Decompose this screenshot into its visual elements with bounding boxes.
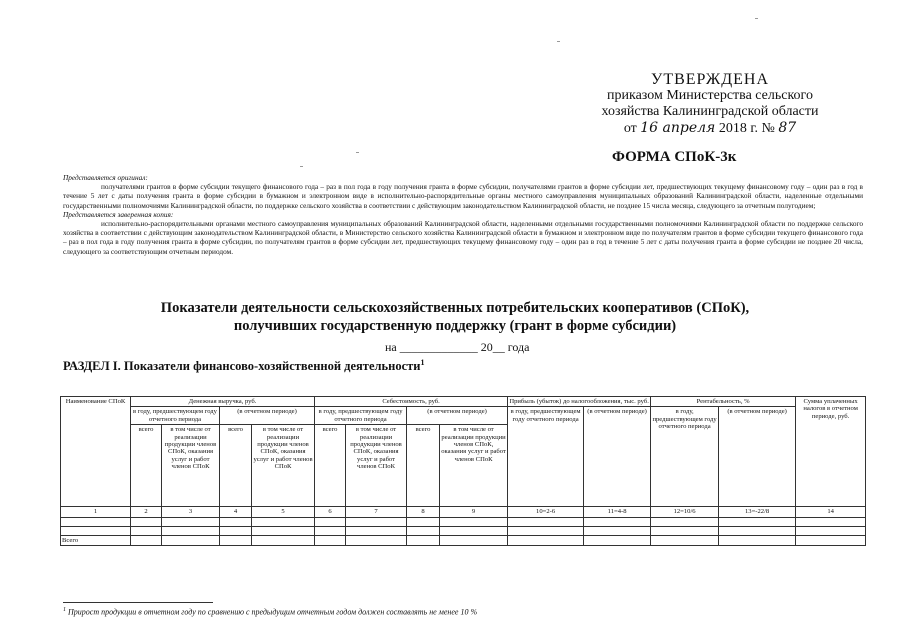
col-profit-header: Прибыль (убыток) до налогообложения, тыс. руб.: [509, 398, 649, 405]
total-header: всего: [131, 425, 162, 507]
intro-text: [63, 173, 863, 256]
intro-label-original: Представляется оригинал:: [63, 173, 148, 182]
cost-report: (в отчетном периоде): [407, 407, 508, 425]
table-row: [61, 517, 866, 526]
footnote-divider: [63, 602, 213, 603]
cost-prev-year: в году, предшествующем году отчетного периода: [315, 407, 407, 425]
handwritten-date: 16 апреля: [640, 120, 716, 136]
revenue-prev-year: в году, предшествующем году отчетного периода: [131, 407, 220, 425]
total-header: всего: [220, 425, 252, 507]
col-revenue-header: Денежная выручка, руб.: [131, 397, 315, 407]
col-taxes-header: Сумма уплаченных налогов в отчетном периоде, руб.: [796, 397, 866, 507]
incl-header: в том числе от реализации продукции членов СПоК, оказания услуг и работ членов СПоК: [440, 425, 508, 507]
revenue-report: (в отчетном периоде): [220, 407, 315, 425]
intro-paragraph-1: получателями грантов в форме субсидии текущего финансового года – раз в пол года в году получения гранта в форме субсидии, получателями грантов в форме субсидии лет, предшествующих текущему финансовому году – один раз в год в течение 5 лет с даты получения гранта в форме субсидии в бумажном и электронном виде в исполнительно-распорядительные органы местного самоуправления муниципальных образований Калининградской области, наделенные отдельными государственными полномочиями Калининградской области, по поддержке сельского хозяйства в соответствии с действующим законодательством Калининградской области, не позднее 15 числа месяца, следующего за отчетным полугодием;: [63, 182, 863, 210]
total-header: всего: [407, 425, 440, 507]
indicators-table: [60, 396, 866, 546]
total-header: всего: [315, 425, 346, 507]
intro-label-copy: Представляется заверенная копия:: [63, 209, 174, 219]
rent-prev-year: в году, предшествующем году отчетного периода: [651, 407, 719, 507]
profit-prev-year: в году, предшествующем году отчетного периода: [508, 407, 584, 507]
profit-report: (в отчетном периоде): [584, 407, 651, 507]
column-number-row: 1 2 3 4 5 6 7 8 9 10=2-6 11=4-8 12=10/6 13=-22/8 14: [61, 507, 866, 517]
approval-line-3: хозяйства Калининградской области: [601, 104, 819, 119]
page-title: Показатели деятельности сельскохозяйственных потребительских кооперативов (СПоК), получивших государственную поддержку (грант в форме субсидии): [160, 300, 750, 334]
col-cost-header: Себестоимость, руб.: [315, 397, 508, 407]
section-title: РАЗДЕЛ I. Показатели финансово-хозяйственной деятельности$^1$: [63, 358, 425, 374]
handwritten-number: 87: [778, 120, 797, 136]
rent-report: (в отчетном периоде): [719, 407, 796, 507]
approval-title: УТВЕРЖДЕНА: [650, 71, 769, 88]
approval-block: [560, 72, 860, 137]
approval-date: от 16 апреля 2018 г. № 87: [623, 120, 797, 136]
total-row-label: Всего: [61, 535, 131, 545]
incl-header: в том числе от реализации продукции членов СПоК, оказания услуг и работ членов СПоК: [346, 425, 407, 507]
col-name-header: Наименование СПоК: [61, 397, 131, 507]
intro-paragraph-2: исполнительно-распорядительными органами местного самоуправления муниципальных образований Калининградской области, наделенными отдельными государственными полномочиями Калининградской области по поддержке сельского хозяйства в соответствии с действующим законодательством Калининградской области, в Министерство сельского хозяйства Калининградской области в бумажном и электронном виде по получателям грантов в форме субсидии текущего финансового года – раз в пол года в году получения гранта в форме субсидии, по получателям грантов в форме субсидии лет, предшествующих текущему финансовому году – один раз в год в течение 5 лет с даты получения гранта в форме субсидии не позднее 20 числа, следующего за соответствующим отчетным периодом.: [63, 219, 863, 256]
form-code: ФОРМА СПоК-3к: [612, 149, 737, 165]
table-row: [61, 526, 866, 535]
incl-header: в том числе от реализации продукции членов СПоК, оказания услуг и работ членов СПоК: [162, 425, 220, 507]
year-line: на _____________ 20__ года: [385, 340, 530, 354]
incl-header: в том числе от реализации продукции членов СПоК, оказания услуг и работ членов СПоК: [252, 425, 315, 507]
col-profitability-header: Рентабельность, %: [651, 397, 796, 407]
total-row: [61, 535, 866, 545]
footnote: $^1$ Прирост продукции в отчетном году по сравнению с предыдущим отчетным годом должен составлять не менее 10 %: [63, 607, 478, 617]
approval-line-2: приказом Министерства сельского: [607, 88, 813, 103]
